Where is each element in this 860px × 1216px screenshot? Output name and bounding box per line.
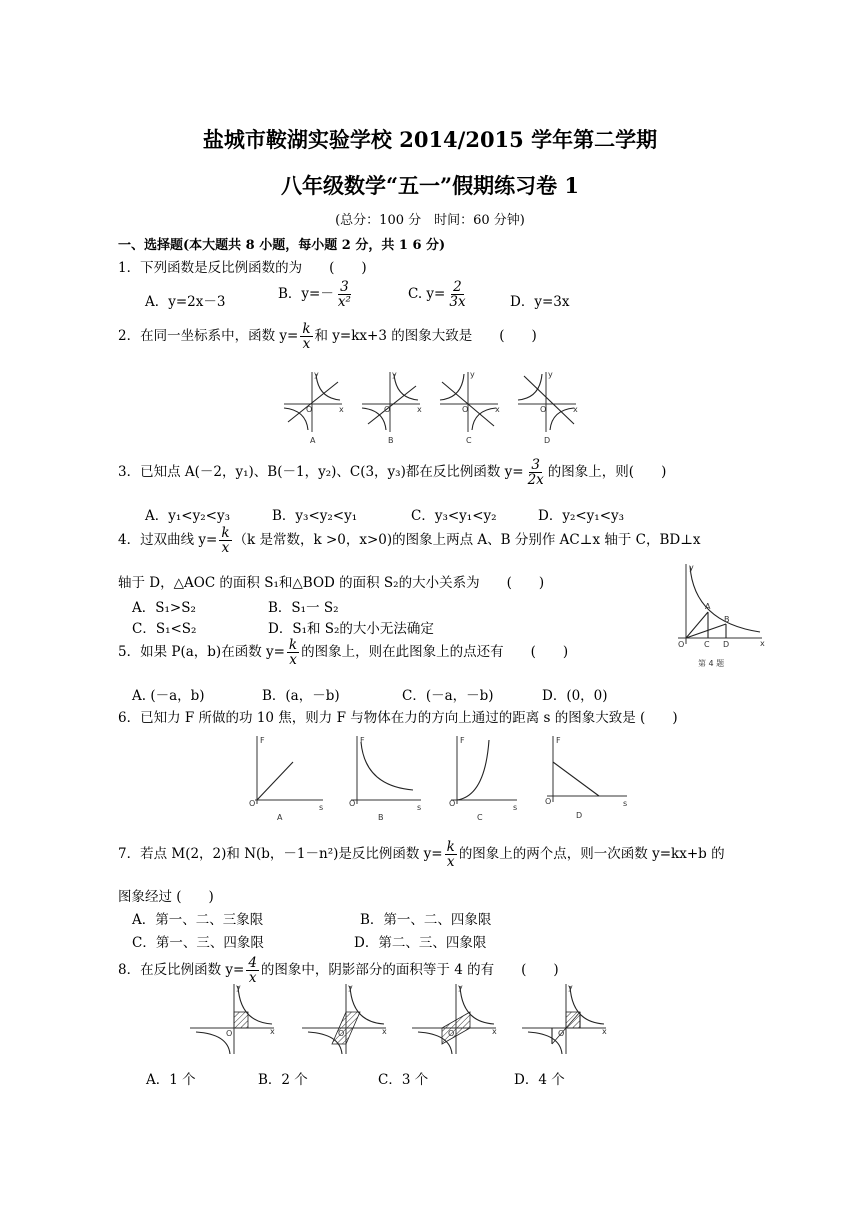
q2-label-c: C (466, 436, 472, 445)
q8-graphs (190, 982, 610, 1057)
q8-option-d: D．4 个 (514, 1072, 565, 1088)
svg-text:s: s (623, 799, 628, 808)
svg-text:x: x (495, 405, 500, 414)
q4-caption: 第 4 题 (698, 659, 725, 668)
q2-graph-c (440, 370, 500, 445)
q3-option-b: B．y₃<y₂<y₁ (272, 508, 358, 524)
q6-label-a: A (277, 813, 283, 822)
q2-graph-d (518, 370, 578, 445)
svg-text:x: x (760, 639, 765, 648)
q4-figure (672, 562, 772, 672)
q8-graph-2 (302, 983, 387, 1054)
svg-text:y: y (348, 983, 353, 992)
svg-text:y: y (458, 983, 463, 992)
q4-option-d: D．S₁和 S₂的大小无法确定 (268, 621, 434, 637)
q6-stem: 6．已知力 F 所做的功 10 焦，则力 F 与物体在力的方向上通过的距离 s 的图象大致是 ( ) (118, 710, 678, 726)
svg-text:x: x (492, 1027, 497, 1036)
svg-text:O: O (462, 405, 469, 414)
q7-stem-line2: 图象经过 ( ) (118, 889, 214, 905)
svg-text:s: s (417, 803, 422, 812)
q8-graph-3 (412, 983, 497, 1054)
q3-option-d: D．y₂<y₁<y₃ (538, 508, 625, 524)
title-line1: 盐城市鞍湖实验学校 2014/2015 学年第二学期 (202, 127, 658, 152)
svg-text:y: y (568, 983, 573, 992)
svg-text:y: y (548, 370, 553, 379)
q2-label-d: D (544, 436, 551, 445)
q2-graph-b (362, 370, 422, 445)
q5-option-c: C．(－a，－b) (402, 688, 494, 704)
svg-text:F: F (360, 736, 365, 745)
q2-graphs (280, 368, 580, 448)
q8-graph-1 (190, 983, 275, 1054)
q1-stem: 1．下列函数是反比例函数的为 ( ) (118, 260, 367, 276)
q6-label-c: C (477, 813, 483, 822)
svg-text:O: O (448, 1029, 455, 1038)
q8-stem: 8．在反比例函数 y= $\frac{4}{x}$ 的图象中，阴影部分的面积等于 4 的有 ( ) (118, 955, 559, 987)
q5-option-b: B．(a，－b) (262, 688, 340, 704)
svg-text:x: x (382, 1027, 387, 1036)
q6-graph-b (349, 736, 421, 822)
q1-option-c: C. y= $\frac{2}{3x}$ (408, 279, 466, 311)
q2-stem: 2．在同一坐标系中，函数 y= $\frac{k}{x}$ 和 y=kx+3 的图象大致是 ( ) (118, 321, 537, 353)
svg-text:O: O (384, 405, 391, 414)
q7-option-d: D．第二、三、四象限 (354, 935, 487, 951)
svg-text:C: C (704, 640, 710, 649)
svg-text:O: O (558, 1029, 565, 1038)
q1-option-d: D．y=3x (510, 294, 570, 310)
q7-option-a: A．第一、二、三象限 (132, 912, 264, 928)
svg-text:s: s (513, 803, 518, 812)
svg-text:y: y (314, 370, 319, 379)
svg-text:O: O (306, 405, 313, 414)
svg-text:O: O (678, 640, 685, 649)
q4-option-b: B．S₁一 S₂ (268, 600, 339, 616)
q3-option-a: A．y₁<y₂<y₃ (145, 508, 230, 524)
q7-option-c: C．第一、三、四象限 (132, 935, 264, 951)
q8-option-a: A．1 个 (146, 1072, 196, 1088)
svg-text:O: O (226, 1029, 233, 1038)
svg-text:O: O (349, 799, 356, 808)
q7-stem: 7．若点 M(2，2)和 N(b，－1－n²)是反比例函数 y= $\frac{k}{x}$ 的图象上的两个点，则一次函数 y=kx+b 的 (118, 839, 725, 871)
q5-option-d: D．(0，0) (542, 688, 608, 704)
q6-graph-d (545, 736, 627, 820)
svg-text:F: F (556, 736, 561, 745)
q4-option-c: C．S₁<S₂ (132, 621, 197, 637)
svg-text:O: O (338, 1029, 345, 1038)
title-line2: 八年级数学“五一”假期练习卷 1 (280, 173, 580, 198)
q6-label-d: D (576, 811, 583, 820)
svg-text:O: O (249, 799, 256, 808)
svg-text:D: D (723, 640, 730, 649)
svg-text:x: x (270, 1027, 275, 1036)
section-heading: 一、选择题(本大题共 8 小题，每小题 2 分，共 1 6 分) (118, 238, 446, 253)
svg-text:x: x (417, 405, 422, 414)
svg-text:x: x (602, 1027, 607, 1036)
q8-option-b: B．2 个 (258, 1072, 308, 1088)
q7-option-b: B．第一、二、四象限 (360, 912, 492, 928)
q2-graph-a (284, 370, 344, 445)
q2-label-a: A (310, 436, 316, 445)
svg-text:F: F (460, 736, 465, 745)
svg-text:B: B (724, 615, 730, 624)
svg-text:O: O (545, 797, 552, 806)
q4-stem-line2: 轴于 D，△AOC 的面积 S₁和△BOD 的面积 S₂的大小关系为 ( ) (118, 575, 545, 591)
q5-option-a: A. (－a，b) (132, 688, 205, 704)
svg-text:y: y (392, 370, 397, 379)
svg-text:s: s (319, 803, 324, 812)
q6-graph-c (449, 736, 517, 822)
svg-text:x: x (573, 405, 578, 414)
q5-stem: 5．如果 P(a，b)在函数 y= $\frac{k}{x}$ 的图象上，则在此图象上的点还有 ( ) (118, 637, 569, 669)
q6-graphs (245, 734, 635, 824)
svg-text:F: F (260, 736, 265, 745)
q3-stem: 3．已知点 A(－2，y₁)、B(－1，y₂)、C(3，y₃)都在反比例函数 y= $\frac{3}{2x}$ 的图象上，则( ) (118, 457, 667, 489)
svg-text:O: O (540, 405, 547, 414)
svg-text:y: y (470, 370, 475, 379)
svg-text:O: O (449, 799, 456, 808)
exam-meta: (总分：100 分 时间：60 分钟) (335, 213, 525, 228)
q3-option-c: C．y₃<y₁<y₂ (411, 508, 497, 524)
svg-text:x: x (339, 405, 344, 414)
q6-label-b: B (378, 813, 384, 822)
svg-text:A: A (705, 602, 711, 611)
q1-option-b: B．y=－ $\frac{3}{\text{x²}}$ (278, 279, 351, 311)
q4-stem: 4．过双曲线 y= $\frac{k}{x}$ （k 是常数，k >0，x>0)的图象上两点 A、B 分别作 AC⊥x 轴于 C，BD⊥x (118, 525, 701, 557)
svg-text:y: y (236, 983, 241, 992)
q1-option-a: A．y=2x－3 (145, 294, 226, 310)
q8-graph-4 (522, 983, 607, 1054)
q4-option-a: A．S₁>S₂ (132, 600, 196, 616)
svg-text:y: y (689, 563, 694, 572)
q6-graph-a (249, 736, 323, 822)
q2-label-b: B (388, 436, 394, 445)
q8-option-c: C．3 个 (378, 1072, 429, 1088)
